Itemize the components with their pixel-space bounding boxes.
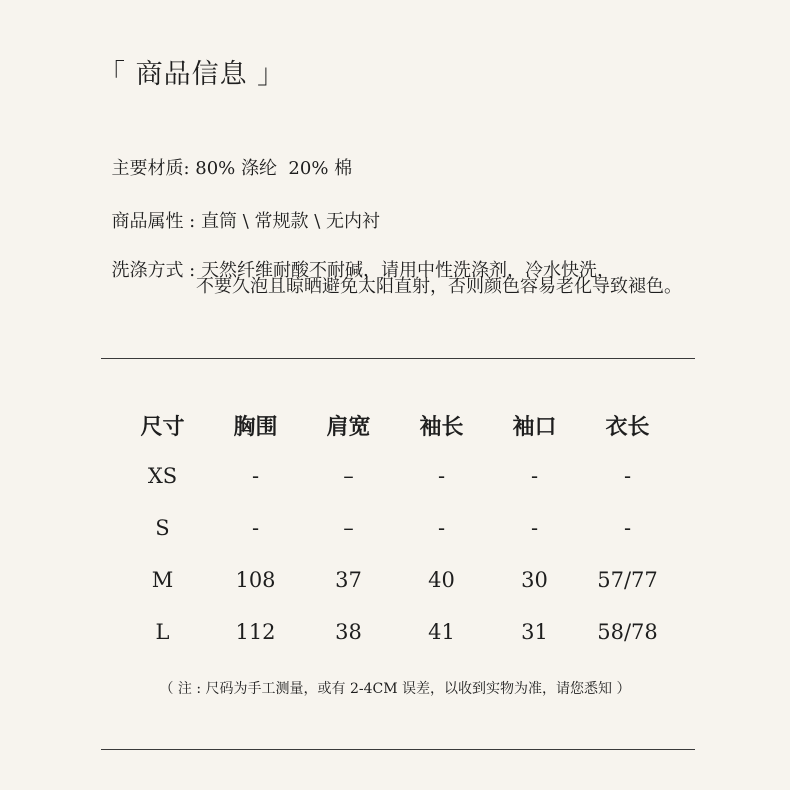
section-title: 「 商品信息 」	[98, 59, 286, 90]
row-s-chest: -	[251, 516, 260, 540]
row-l-chest: 112	[235, 620, 276, 644]
row-xs-size: XS	[147, 464, 178, 488]
measurement-note: （ 注 : 尺码为手工测量，或有 2-4CM 误差，以收到实物为准，请您悉知 ）	[159, 681, 631, 697]
washing-line-2: 不要久泡且晾晒避免太阳直射，否则颜色容易老化导致褪色。	[196, 276, 682, 297]
row-xs-length: -	[623, 464, 632, 488]
row-xs-shoulder: –	[343, 464, 354, 488]
row-s-size: S	[155, 516, 170, 540]
header-length: 衣长	[605, 414, 650, 440]
row-l-cuff: 31	[521, 620, 548, 644]
info-material	[100, 133, 352, 180]
header-cuff: 袖口	[512, 414, 557, 440]
row-l-sleeve: 41	[428, 620, 455, 644]
row-s-sleeve: -	[437, 516, 446, 540]
attributes-value: 直筒 \ 常规款 \ 无内衬	[200, 211, 380, 232]
row-m-sleeve: 40	[428, 568, 455, 592]
row-s-shoulder: –	[343, 516, 354, 540]
row-xs-sleeve: -	[437, 464, 446, 488]
info-attributes	[100, 186, 380, 233]
header-sleeve: 袖长	[419, 414, 464, 440]
divider-top	[101, 358, 695, 359]
row-s-length: -	[623, 516, 632, 540]
row-l-shoulder: 38	[335, 620, 362, 644]
material-label: 主要材质:	[111, 158, 196, 179]
row-m-chest: 108	[235, 568, 276, 592]
washing-line-1: 天然纤维耐酸不耐碱，请用中性洗涤剂，冷水快洗，	[200, 260, 615, 281]
header-size: 尺寸	[140, 414, 185, 440]
row-m-shoulder: 37	[335, 568, 362, 592]
header-shoulder: 肩宽	[326, 414, 371, 440]
attributes-label: 商品属性 :	[111, 211, 201, 232]
row-m-cuff: 30	[521, 568, 548, 592]
material-value: 80% 涤纶 20% 棉	[195, 158, 353, 179]
row-l-size: L	[155, 620, 170, 644]
row-s-cuff: -	[530, 516, 539, 540]
row-m-length: 57/77	[597, 568, 658, 592]
washing-label: 洗涤方式 :	[111, 260, 201, 281]
header-chest: 胸围	[233, 414, 278, 440]
row-xs-chest: -	[251, 464, 260, 488]
divider-bottom	[101, 749, 695, 750]
row-l-length: 58/78	[597, 620, 658, 644]
row-m-size: M	[151, 568, 174, 592]
row-xs-cuff: -	[530, 464, 539, 488]
